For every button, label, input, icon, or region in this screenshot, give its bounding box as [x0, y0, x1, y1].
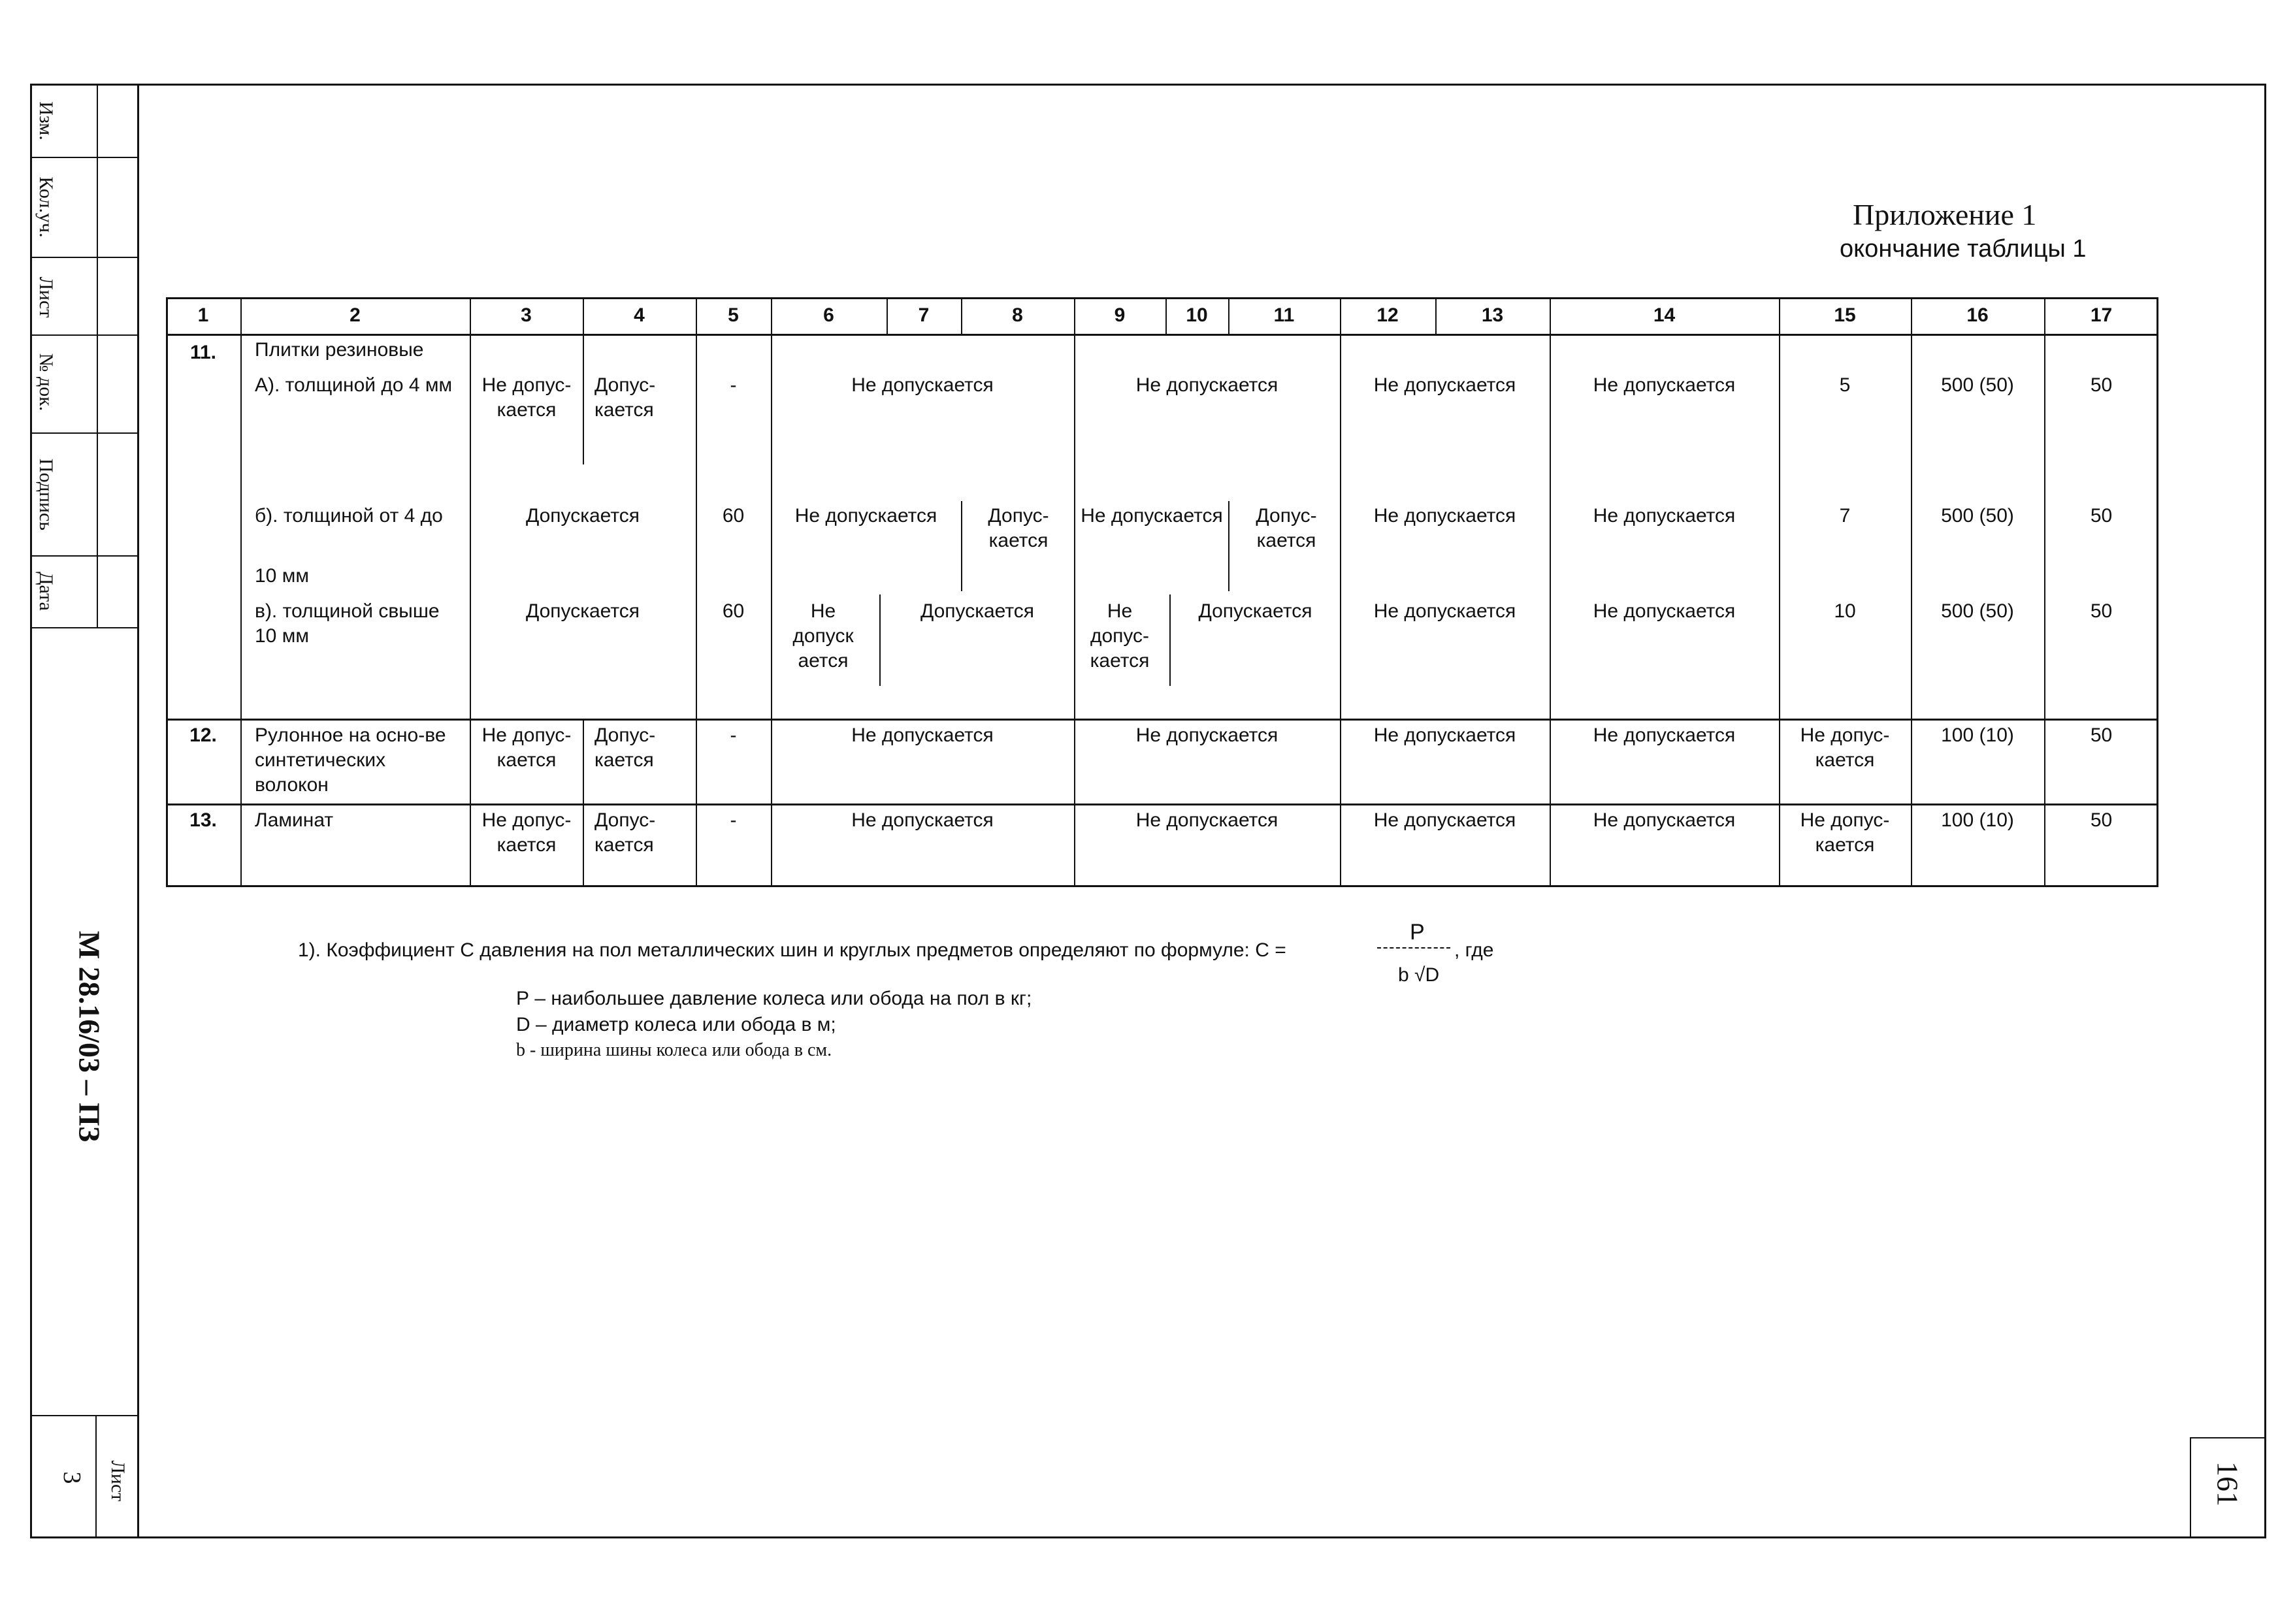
stamp-label-izm: Изм. — [35, 101, 57, 140]
tbl-header-bottom — [166, 334, 2158, 336]
col-line — [1228, 501, 1229, 591]
row12-col12-13: Не допускается — [1373, 724, 1516, 746]
header-col-9: 9 — [1114, 304, 1126, 326]
sheet-label: Лист — [107, 1460, 129, 1502]
row13-col17: 50 — [2090, 809, 2113, 831]
row11b-col8: Допус-кается — [988, 505, 1049, 551]
stamp-label-doc: № док. — [35, 353, 57, 412]
row13-col6-8: Не допускается — [851, 809, 994, 831]
row11b-col3-4: Допускается — [525, 505, 640, 527]
stamp-label-kol-uch: Кол.уч. — [35, 176, 57, 238]
header-col-1: 1 — [197, 304, 209, 326]
document-code: М 28.16/03 – ПЗ — [73, 930, 106, 1143]
row11c-col15: 10 — [1834, 600, 1856, 622]
stamp-col-divider-2 — [95, 1415, 97, 1538]
col-line — [583, 719, 584, 887]
frame-left-outer — [30, 84, 32, 1538]
tbl-bottom — [166, 885, 2158, 887]
stamp-col-divider — [97, 84, 98, 627]
header-col-17: 17 — [2090, 304, 2113, 326]
footnote-where: , где — [1454, 939, 1494, 961]
row11a-col5: - — [730, 374, 737, 396]
page-box-left — [2190, 1437, 2191, 1538]
frame-right — [2264, 84, 2266, 1538]
stamp-sep — [30, 257, 138, 258]
row13-col12-13: Не допускается — [1373, 809, 1516, 831]
row11b-col16: 500 (50) — [1941, 505, 2014, 527]
row12-col5: - — [730, 724, 737, 746]
row11c-col9: Не допус-кается — [1090, 600, 1150, 672]
row12-col9-11: Не допускается — [1135, 724, 1278, 746]
frame-bottom — [30, 1536, 2266, 1538]
row11c-col6: Не допуск ается — [792, 600, 854, 672]
appendix-subtitle: окончание таблицы 1 — [1840, 235, 2087, 263]
row11c-col12-13: Не допускается — [1373, 600, 1516, 622]
row13-col3: Не допус-кается — [481, 809, 572, 856]
row11b-col12-13: Не допускается — [1373, 505, 1516, 527]
row11a-col6-8: Не допускается — [851, 374, 994, 396]
header-col-6: 6 — [823, 304, 834, 326]
sheet-number: 3 — [58, 1471, 86, 1484]
row13-number: 13. — [189, 809, 217, 831]
row11b-col14: Не допускается — [1593, 505, 1736, 527]
row11a-col4: Допус-кается — [594, 374, 656, 421]
row11a-col15: 5 — [1839, 374, 1851, 396]
stamp-sep — [30, 627, 138, 628]
row11b-col9-10: Не допускается — [1081, 505, 1223, 527]
row12-col6-8: Не допускается — [851, 724, 994, 746]
row11c-name: в). толщиной свыше 10 мм — [255, 600, 440, 647]
page-number: 161 — [2211, 1461, 2245, 1506]
row12-col3: Не допус-кается — [481, 724, 572, 771]
header-col-16: 16 — [1966, 304, 1989, 326]
tbl-row-sep — [166, 804, 2158, 805]
footnote-d-definition: D – диаметр колеса или обода в м; — [516, 1014, 836, 1035]
row11b-col5: 60 — [722, 505, 745, 527]
row12-number: 12. — [189, 724, 217, 746]
header-col-15: 15 — [1834, 304, 1856, 326]
row12-col4: Допус-кается — [594, 724, 656, 771]
col-line — [470, 297, 471, 887]
formula-dash — [1377, 947, 1450, 949]
row12-name: Рулонное на осно-ве синтетических волокон — [255, 724, 446, 796]
row11a-col3: Не допус-кается — [481, 374, 572, 421]
row11c-col17: 50 — [2090, 600, 2113, 622]
footnote-p-definition: Р – наибольшее давление колеса или обода на пол в кг; — [516, 988, 1032, 1009]
row11-number: 11. — [189, 342, 217, 363]
row11c-col7-8: Допускается — [920, 600, 1035, 622]
row11c-col3-4: Допускается — [525, 600, 640, 622]
row12-col17: 50 — [2090, 724, 2113, 746]
header-col-3: 3 — [521, 304, 532, 326]
stamp-sep — [30, 157, 138, 158]
page-box-top — [2190, 1437, 2266, 1438]
stamp-sep — [30, 1415, 138, 1416]
col-line — [961, 501, 962, 591]
header-col-7: 7 — [918, 304, 930, 326]
footnote-b-definition: b - ширина шины колеса или обода в см. — [516, 1040, 832, 1060]
requirements-table — [166, 297, 2158, 887]
row13-col9-11: Не допускается — [1135, 809, 1278, 831]
row11a-col12-13: Не допускается — [1373, 374, 1516, 396]
row11a-col9-11: Не допускается — [1135, 374, 1278, 396]
frame-left-inner — [137, 84, 139, 1538]
row13-col16: 100 (10) — [1941, 809, 2014, 831]
formula-denominator: b √D — [1398, 964, 1440, 986]
row11c-col5: 60 — [722, 600, 745, 622]
row11b-col11: Допус-кается — [1256, 505, 1317, 551]
header-col-2: 2 — [350, 304, 361, 326]
formula-numerator: P — [1410, 920, 1425, 945]
tbl-left — [166, 297, 168, 887]
stamp-sep — [30, 334, 138, 336]
row11a-col16: 500 (50) — [1941, 374, 2014, 396]
row13-col5: - — [730, 809, 737, 831]
row11c-col16: 500 (50) — [1941, 600, 2014, 622]
header-col-10: 10 — [1186, 304, 1208, 326]
stamp-label-list: Лист — [35, 276, 57, 318]
header-col-13: 13 — [1481, 304, 1504, 326]
footnote-intro: 1). Коэффициент С давления на пол металлических шин и круглых предметов определяют по формуле: С = — [298, 939, 1286, 961]
header-col-12: 12 — [1376, 304, 1399, 326]
row11a-col14: Не допускается — [1593, 374, 1736, 396]
header-col-8: 8 — [1012, 304, 1023, 326]
row11c-col14: Не допускается — [1593, 600, 1736, 622]
frame-top — [30, 84, 2264, 86]
row13-col14: Не допускается — [1593, 809, 1736, 831]
row12-col14: Не допускается — [1593, 724, 1736, 746]
row11b-name-cont: 10 мм — [255, 565, 309, 587]
col-line — [583, 334, 584, 464]
appendix-title: Приложение 1 — [1853, 198, 2037, 231]
stamp-sep — [30, 555, 138, 557]
row11a-col17: 50 — [2090, 374, 2113, 396]
row11c-col10-11: Допускается — [1198, 600, 1312, 622]
stamp-label-podpis: Подпись — [35, 458, 57, 531]
row11a-name: А). толщиной до 4 мм — [255, 374, 453, 396]
stamp-label-data: Дата — [35, 572, 57, 611]
row11-title: Плитки резиновые — [255, 339, 424, 361]
row13-name: Ламинат — [255, 809, 334, 831]
row13-col4: Допус-кается — [594, 809, 656, 856]
row11b-col17: 50 — [2090, 505, 2113, 527]
row12-col15: Не допус-кается — [1800, 724, 1890, 771]
row11b-name: б). толщиной от 4 до — [255, 505, 443, 527]
header-col-14: 14 — [1653, 304, 1676, 326]
col-line — [240, 297, 242, 887]
header-col-4: 4 — [634, 304, 645, 326]
header-col-11: 11 — [1273, 304, 1295, 326]
row11b-col6-7: Не допускается — [794, 505, 937, 527]
row13-col15: Не допус-кается — [1800, 809, 1890, 856]
row11b-col15: 7 — [1839, 505, 1851, 527]
stamp-sep — [30, 432, 138, 434]
header-col-5: 5 — [728, 304, 739, 326]
tbl-row-sep — [166, 719, 2158, 721]
row12-col16: 100 (10) — [1941, 724, 2014, 746]
